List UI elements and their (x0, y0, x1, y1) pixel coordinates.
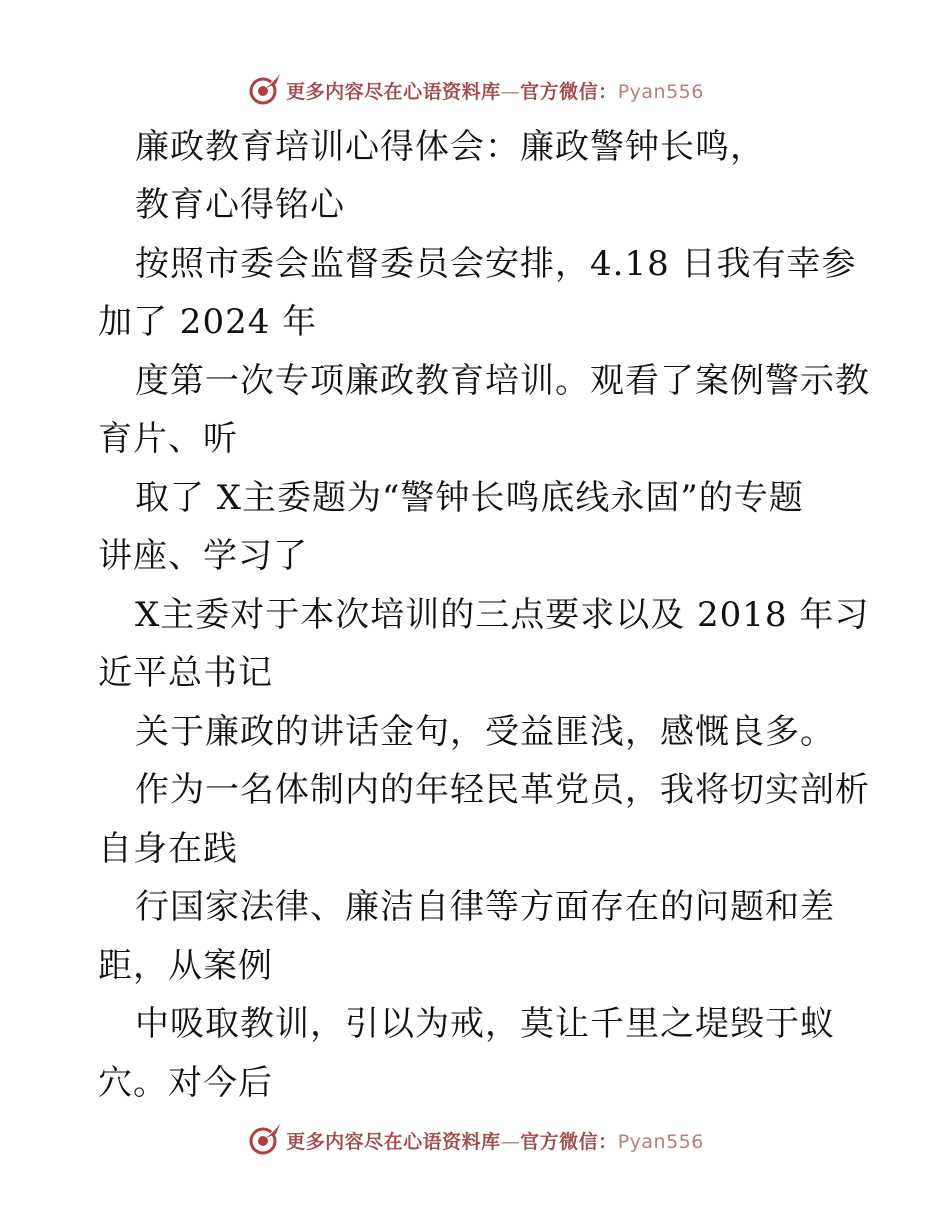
doc-line: 穴。对今后 (98, 1063, 273, 1103)
doc-line: 作为一名体制内的年轻民革党员，我将切实剖析 (135, 770, 870, 810)
doc-line: 距，从案例 (98, 946, 273, 986)
doc-line: 讲座、学习了 (98, 536, 308, 576)
doc-line: 度第一次专项廉政教育培训。观看了案例警示教 (135, 361, 870, 401)
header-banner (0, 70, 950, 110)
doc-line: 行国家法律、廉洁自律等方面存在的问题和差 (135, 887, 835, 927)
footer-banner (0, 1120, 950, 1160)
quill-logo-icon (246, 1122, 282, 1158)
doc-line: 取了 X主委题为“警钟长鸣底线永固”的专题 (135, 478, 804, 518)
banner-contact-label: 官方微信： (520, 80, 618, 103)
doc-line: 按照市委会监督委员会安排，4.18 日我有幸参 (135, 244, 857, 284)
quill-logo-icon (246, 72, 282, 108)
doc-line: 近平总书记 (98, 653, 273, 693)
doc-line: 廉政教育培训心得体会：廉政警钟长鸣， (135, 127, 765, 167)
banner-text (286, 77, 704, 104)
banner-main-text: 更多内容尽在心语资料库 (286, 80, 501, 103)
banner-text (286, 1127, 704, 1154)
doc-line: 关于廉政的讲话金句，受益匪浅，感慨良多。 (135, 712, 835, 752)
doc-line: 育片、听 (98, 419, 238, 459)
doc-line: 加了 2024 年 (98, 302, 318, 342)
banner-main-text: 更多内容尽在心语资料库 (286, 1130, 501, 1153)
doc-line: 中吸取教训，引以为戒，莫让千里之堤毁于蚁 (135, 1004, 835, 1044)
doc-line: X主委对于本次培训的三点要求以及 2018 年习 (135, 595, 870, 635)
banner-contact-value: Pyan556 (617, 1130, 704, 1153)
banner-separator: — (500, 80, 521, 103)
banner-contact-value: Pyan556 (617, 80, 704, 103)
doc-line: 自身在践 (98, 829, 238, 869)
banner-separator: — (500, 1130, 521, 1153)
banner-contact-label: 官方微信： (520, 1130, 618, 1153)
doc-line: 教育心得铭心 (135, 185, 345, 225)
